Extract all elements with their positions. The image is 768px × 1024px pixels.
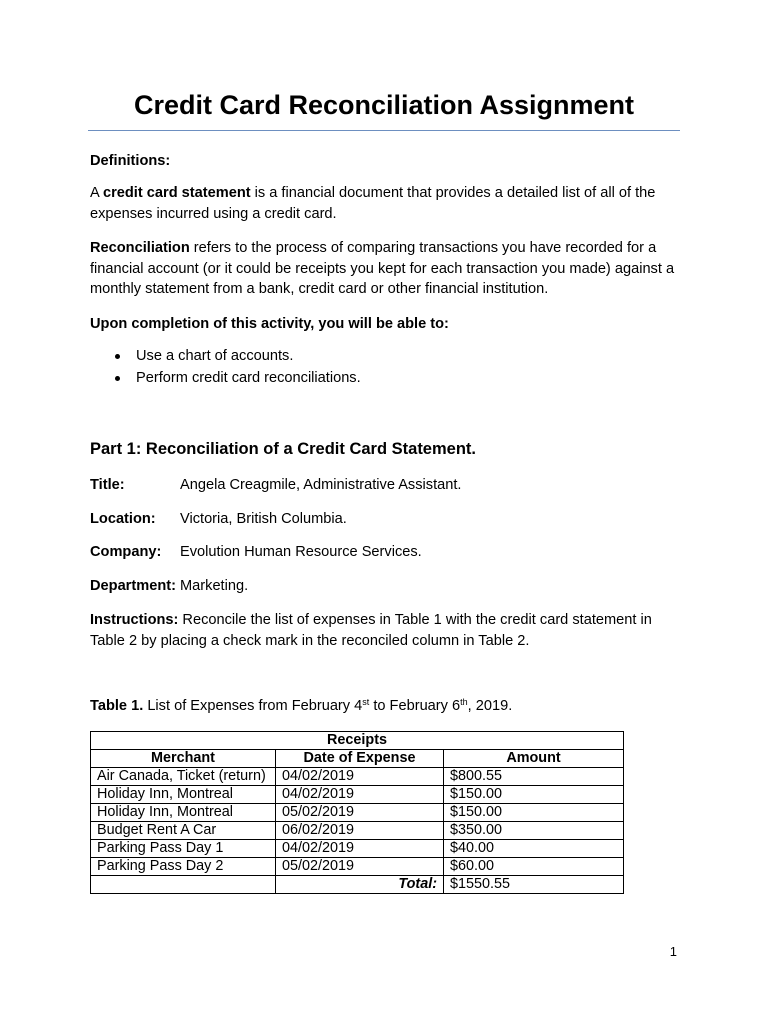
- definitions-heading: Definitions:: [90, 153, 171, 169]
- caption-part-b: to February 6: [369, 698, 461, 714]
- cell-merchant: Parking Pass Day 2: [91, 858, 276, 876]
- title-underline: [88, 130, 680, 131]
- caption-sup-1: st: [362, 697, 370, 707]
- company-value: Evolution Human Resource Services.: [180, 544, 422, 560]
- table-group-header-row: [91, 732, 624, 750]
- cell-date: 04/02/2019: [276, 786, 444, 804]
- title-value: Angela Creagmile, Administrative Assistant.: [180, 477, 462, 493]
- caption-part-c: , 2019.: [467, 698, 513, 714]
- objectives-list-wrap: [90, 346, 690, 390]
- table-row: [91, 858, 624, 876]
- def1-text: is a financial document that provides a detailed list of all of the expenses incurred using a credit card.: [90, 185, 656, 222]
- cell-merchant: Parking Pass Day 1: [91, 840, 276, 858]
- company-label: Company:: [90, 544, 162, 560]
- objectives-heading: Upon completion of this activity, you will be able to:: [90, 316, 449, 332]
- caption-part-a: List of Expenses from February 4: [143, 698, 363, 714]
- department-value: Marketing.: [175, 578, 249, 594]
- table-total-row: [91, 876, 624, 894]
- caption-sup-2: th: [460, 697, 468, 707]
- receipts-group-header: Receipts: [91, 732, 624, 750]
- table-row: [91, 804, 624, 822]
- header-merchant: Merchant: [91, 750, 276, 768]
- cell-merchant: Holiday Inn, Montreal: [91, 786, 276, 804]
- objective-item: Perform credit card reconciliations.: [90, 368, 690, 390]
- cell-date: 05/02/2019: [276, 858, 444, 876]
- cell-amount: $40.00: [444, 840, 624, 858]
- part1-heading: Part 1: Reconciliation of a Credit Card Statement.: [90, 440, 476, 458]
- header-date: Date of Expense: [276, 750, 444, 768]
- instructions-label: Instructions:: [90, 612, 179, 628]
- def1-term: credit card statement: [102, 185, 251, 201]
- instructions-text: Reconcile the list of expenses in Table 1 with the credit card statement in Table 2 by placing a check mark in the reconciled column in Table 2.: [90, 612, 652, 649]
- cell-amount: $150.00: [444, 786, 624, 804]
- table-row: [91, 822, 624, 840]
- def2-text: refers to the process of comparing transactions you have recorded for a financial account (or it could be receipts you kept for each transaction you made) against a monthly statement from a bank, credit card or other financial institution.: [90, 240, 675, 297]
- cell-date: 04/02/2019: [276, 840, 444, 858]
- field-company: [90, 542, 690, 563]
- field-title: [90, 475, 690, 496]
- department-label: Department:: [90, 578, 176, 594]
- location-label: Location:: [90, 511, 156, 527]
- table-header-row: [91, 750, 624, 768]
- total-label: Total:: [276, 876, 444, 894]
- table1-caption-label: Table 1.: [90, 698, 144, 714]
- total-value: $1550.55: [444, 876, 624, 894]
- cell-amount: $150.00: [444, 804, 624, 822]
- field-location: [90, 509, 690, 530]
- cell-amount: $350.00: [444, 822, 624, 840]
- cell-merchant: Budget Rent A Car: [91, 822, 276, 840]
- cell-date: 05/02/2019: [276, 804, 444, 822]
- objectives-list: [90, 346, 690, 390]
- instructions: [90, 610, 686, 651]
- objective-item: Use a chart of accounts.: [90, 346, 690, 368]
- def1-pre: A: [90, 185, 103, 201]
- header-amount: Amount: [444, 750, 624, 768]
- table-row: [91, 840, 624, 858]
- cell-empty: [91, 876, 276, 894]
- definition-credit-card-statement: [90, 183, 690, 224]
- field-department: [90, 576, 690, 597]
- page-title: Credit Card Reconciliation Assignment: [133, 90, 635, 120]
- page-number: 1: [669, 944, 677, 959]
- title-label: Title:: [90, 477, 125, 493]
- def2-term: Reconciliation: [90, 240, 190, 256]
- location-value: Victoria, British Columbia.: [180, 511, 347, 527]
- definition-reconciliation: [90, 238, 685, 300]
- table-row: [91, 768, 624, 786]
- cell-merchant: Air Canada, Ticket (return): [91, 768, 276, 786]
- table1-caption: [90, 696, 690, 717]
- receipts-table: [90, 731, 624, 894]
- cell-date: 06/02/2019: [276, 822, 444, 840]
- cell-amount: $60.00: [444, 858, 624, 876]
- cell-date: 04/02/2019: [276, 768, 444, 786]
- cell-merchant: Holiday Inn, Montreal: [91, 804, 276, 822]
- cell-amount: $800.55: [444, 768, 624, 786]
- table-row: [91, 786, 624, 804]
